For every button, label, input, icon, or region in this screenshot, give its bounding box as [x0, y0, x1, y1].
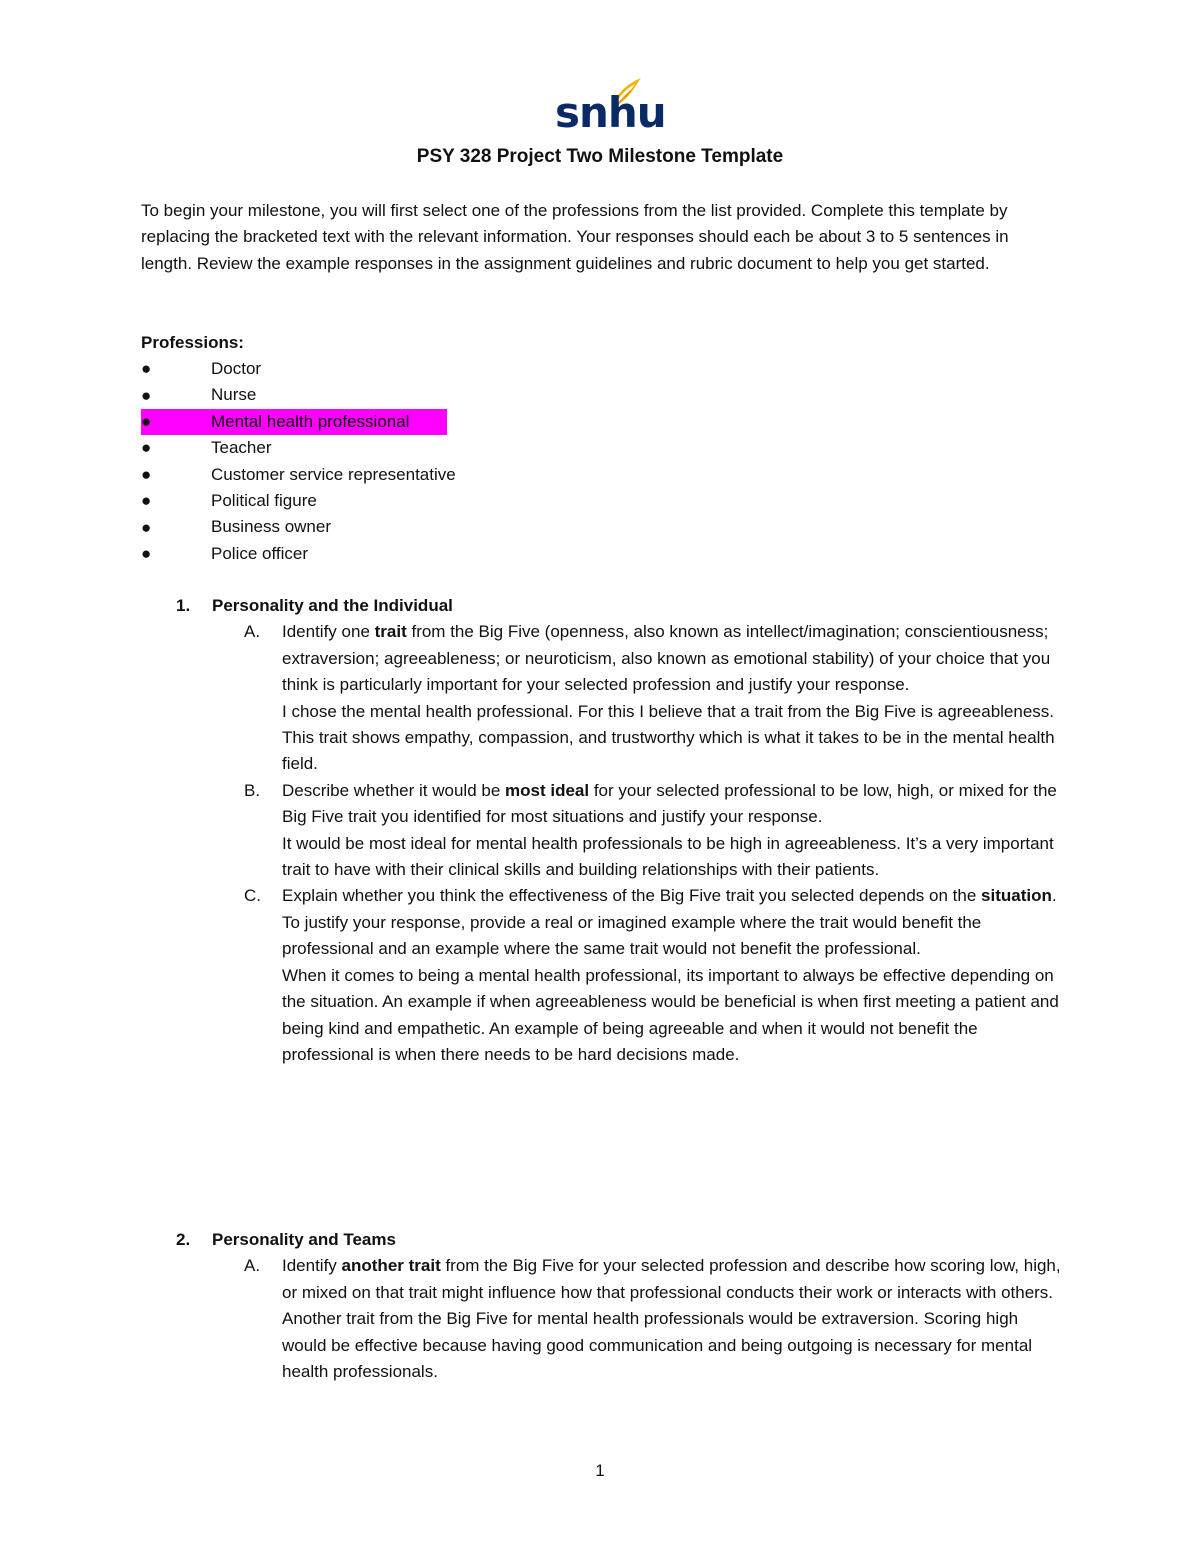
bullet-icon: ● [141, 411, 152, 431]
question-body [282, 619, 1062, 777]
bullet-icon: ● [141, 359, 152, 379]
question-letter: C. [244, 886, 261, 906]
page-title: PSY 328 Project Two Milestone Template [416, 146, 784, 167]
section-heading [176, 1227, 1076, 1253]
list-item [141, 514, 456, 540]
professions-list [141, 356, 456, 567]
list-item-label: Doctor [211, 359, 262, 378]
question-1c [244, 883, 1076, 1068]
prompt-text: Explain whether you think the effectiveness of the Big Five trait you selected depends on the [282, 886, 982, 906]
section-title: Personality and Teams [212, 1230, 396, 1249]
answer-text: Another trait from the Big Five for mental health professionals would be extraversion. Scoring high would be effective because having good communication and being outgoing is necessary for mental health professionals. [282, 1309, 1033, 1382]
bullet-icon: ● [141, 491, 152, 511]
section-personality-individual [176, 593, 1076, 1068]
logo-wordmark: snhu [555, 88, 666, 137]
prompt-text: . To justify your response, provide a real or imagined example where the trait would benefit the professional and an example where the same trait would not benefit the professional. [282, 886, 1057, 959]
list-item-label: Political figure [211, 490, 317, 510]
list-item [141, 382, 456, 408]
prompt-keyword: another trait [341, 1256, 441, 1276]
prompt-text: Identify [282, 1256, 342, 1276]
bullet-icon: ● [141, 438, 152, 458]
bullet-icon: ● [141, 543, 152, 563]
list-item-highlighted [141, 409, 447, 435]
prompt-keyword: most ideal [505, 780, 590, 800]
list-item [141, 462, 456, 488]
prompt-text: Describe whether it would be [282, 780, 506, 800]
list-item-label: Business owner [211, 517, 332, 537]
prompt-keyword: situation [981, 886, 1052, 906]
answer-text: It would be most ideal for mental health professionals to be high in agreeableness. It’s a very important trait to have with their clinical skills and building relationships with their patients. [282, 833, 1054, 880]
question-1b [244, 778, 1076, 884]
intro-paragraph: To begin your milestone, you will first select one of the professions from the list provided. Complete this template by replacing the bracketed text with the relevant information. Your responses should each be about 3 to 5 sentences in length. Review the example responses in the assignment guidelines and rubric document to help you get started. [141, 201, 1009, 273]
list-item-label: Teacher [211, 438, 272, 458]
bullet-icon: ● [141, 464, 152, 484]
snhu-logo [555, 74, 666, 137]
list-item-label: Customer service representative [211, 464, 456, 484]
prompt-text: from the Big Five for your selected profession and describe how scoring low, high, or mixed on that trait might influence how that professional conducts their work or interacts with others. [282, 1256, 1061, 1302]
question-2a [244, 1253, 1076, 1385]
list-item [141, 488, 456, 514]
prompt-text: from the Big Five (openness, also known as intellect/imagination; conscientiousness; extraversion; agreeableness; or neuroticism, also known as emotional stability) of your choice that you think is particularly important for your selected profession and justify your response. [282, 622, 1051, 695]
page-number: 1 [595, 1461, 605, 1480]
prompt-keyword: trait [374, 622, 407, 642]
question-body [282, 883, 1062, 1068]
question-1a [244, 619, 1076, 777]
list-item-label: Mental health professional [211, 411, 410, 431]
section-personality-teams [176, 1227, 1076, 1385]
prompt-text: for your selected professional to be low, high, or mixed for the Big Five trait you identified for most situations and justify your response. [282, 780, 1057, 827]
question-letter: A. [244, 1256, 261, 1276]
section-title: Personality and the Individual [212, 596, 453, 615]
list-item [141, 356, 456, 382]
list-item [141, 435, 456, 461]
section-number: 2. [176, 1230, 191, 1249]
list-item-label: Police officer [211, 543, 309, 563]
section-heading [176, 593, 1076, 619]
bullet-icon: ● [141, 517, 152, 537]
prompt-text: Identify one [282, 622, 375, 642]
answer-text: When it comes to being a mental health professional, its important to always be effective depending on the situation. An example if when agreeableness would be beneficial is when first meeting a patient and being kind and empathetic. An example of being agreeable and when it would not benefit the professional is when there needs to be hard decisions made. [282, 965, 1059, 1064]
question-letter: A. [244, 622, 261, 642]
question-body [282, 1253, 1062, 1385]
section-number: 1. [176, 596, 191, 615]
question-letter: B. [244, 780, 261, 800]
bullet-icon: ● [141, 385, 152, 405]
professions-heading: Professions: [141, 333, 244, 352]
list-item-label: Nurse [211, 385, 257, 405]
list-item [141, 541, 456, 567]
question-body [282, 778, 1062, 884]
answer-text: I chose the mental health professional. For this I believe that a trait from the Big Five is agreeableness. This trait shows empathy, compassion, and trustworthy which is what it takes to be in the mental health field. [282, 701, 1055, 774]
